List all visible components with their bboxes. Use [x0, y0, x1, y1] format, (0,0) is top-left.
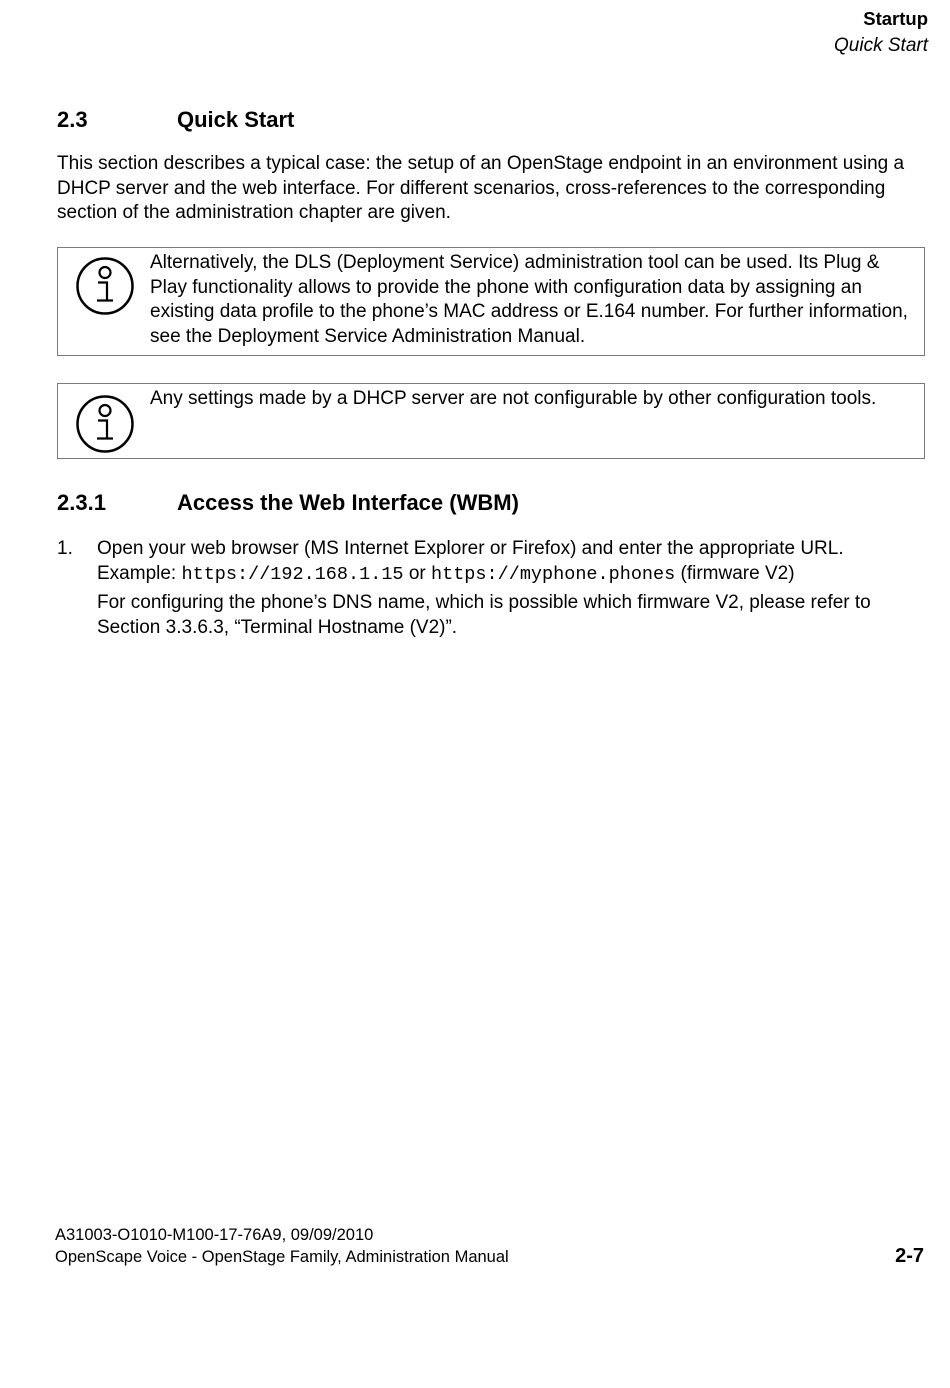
- running-header-chapter: Startup: [863, 8, 928, 29]
- step-body: [97, 536, 932, 640]
- example-label: Example:: [97, 563, 177, 584]
- info-note-dhcp: [57, 383, 925, 459]
- step-sub-paragraph: For configuring the phone’s DNS name, which is possible which firmware V2, please refer to Section 3.3.6.3, “Terminal Hostname (V2)”.: [97, 592, 871, 638]
- info-icon: [75, 256, 135, 316]
- intro-paragraph: This section describes a typical case: the setup of an OpenStage endpoint in an environment using a DHCP server and the web interface. For different scenarios, cross-references to the corresponding section of the administration chapter are given.: [57, 153, 905, 223]
- note-text: Any settings made by a DHCP server are not configurable by other configuration tools.: [150, 388, 877, 409]
- step-number: 1.: [57, 538, 73, 559]
- page-number: 2-7: [895, 1245, 924, 1267]
- url-hostname: https://myphone.phones: [431, 564, 676, 585]
- subsection-number: 2.3.1: [57, 490, 106, 515]
- info-note-dls: [57, 247, 925, 356]
- info-icon: [75, 394, 135, 454]
- subsection-title: Access the Web Interface (WBM): [177, 490, 519, 515]
- step-example: [97, 561, 932, 587]
- url-ip: https://192.168.1.15: [181, 564, 404, 585]
- firmware-note: (firmware V2): [680, 563, 795, 584]
- step-instruction: Open your web browser (MS Internet Explorer or Firefox) and enter the appropriate URL.: [97, 538, 844, 559]
- running-header-section: Quick Start: [834, 35, 928, 56]
- section-title: Quick Start: [177, 107, 295, 132]
- or-text: or: [408, 563, 426, 584]
- section-number: 2.3: [57, 107, 88, 132]
- footer-doc-number: A31003-O1010-M100-17-76A9, 09/09/2010: [55, 1226, 374, 1244]
- note-text: Alternatively, the DLS (Deployment Service) administration tool can be used. Its Plug & Play functionality allows to provide the phone with configuration data by assigning an existing data profile to the phone’s MAC address or E.164 number. For further information, see the Deployment Service Administration Manual.: [150, 252, 908, 347]
- footer-doc-title: OpenScape Voice - OpenStage Family, Administration Manual: [55, 1248, 509, 1266]
